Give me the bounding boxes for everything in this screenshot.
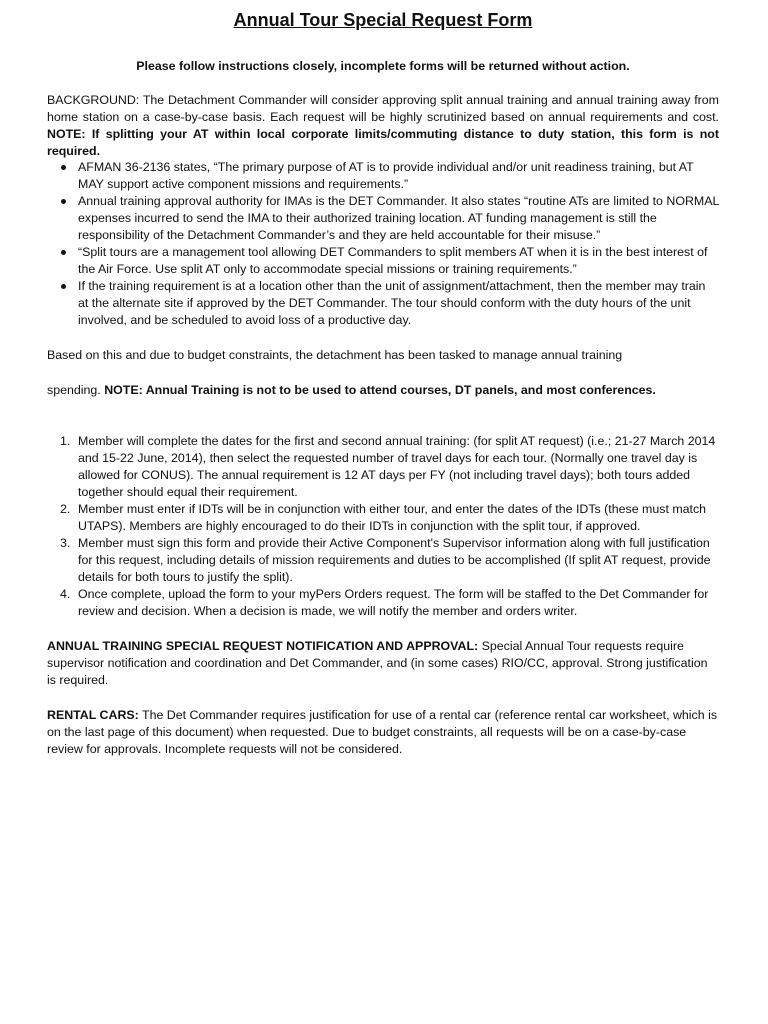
- bullet-item: “Split tours are a management tool allowing DET Commanders to split members AT when it is in the best interest of the Air Force. Use split AT only to accommodate special missions or training requirements.”: [47, 244, 719, 278]
- approval-heading: ANNUAL TRAINING SPECIAL REQUEST NOTIFICATION AND APPROVAL:: [47, 639, 479, 653]
- step-item: [47, 535, 719, 586]
- page-title: Annual Tour Special Request Form: [233, 10, 533, 30]
- budget-note: NOTE: Annual Training is not to be used to attend courses, DT panels, and most conferences.: [104, 383, 656, 397]
- background-paragraph: [47, 92, 719, 160]
- step-text: Member must sign this form and provide their Active Component's Supervisor information along with full justification for this request, including details of mission requirements and duties to be accomplished (If split AT request, provide details for both tours to justify the split).: [78, 536, 711, 584]
- step-item: [47, 433, 719, 501]
- background-text: BACKGROUND: The Detachment Commander will consider approving split annual training and annual training away from home station on a case-by-case basis. Each request will be highly scrutinized based on annual requirements and cost.: [47, 93, 719, 124]
- instructions-subtitle: Please follow instructions closely, incomplete forms will be returned without action.: [136, 59, 630, 73]
- step-number: 3.: [60, 536, 71, 550]
- step-text: Once complete, upload the form to your myPers Orders request. The form will be staffed to the Det Commander for review and decision. When a decision is made, we will notify the member and orders writer.: [78, 587, 709, 618]
- bullet-item: AFMAN 36-2136 states, “The primary purpose of AT is to provide individual and/or unit readiness training, but AT MAY support active component missions and requirements.”: [47, 159, 719, 193]
- background-bullet-list: [47, 159, 719, 329]
- step-number: 4.: [60, 587, 71, 601]
- approval-text: Special Annual Tour requests require supervisor notification and coordination and Det Commander, and (in some cases) RIO/CC, approval. Strong justification is required.: [47, 639, 708, 687]
- rental-cars-paragraph: [47, 707, 719, 758]
- background-note: NOTE: If splitting your AT within local corporate limits/commuting distance to duty station, this form is not required.: [47, 127, 719, 158]
- instruction-steps-list: [47, 433, 719, 620]
- step-item: [47, 586, 719, 620]
- budget-paragraph-line2: [47, 382, 719, 399]
- approval-paragraph: [47, 638, 719, 689]
- rental-text: The Det Commander requires justification for use of a rental car (reference rental car worksheet, which is on the last page of this document) when requested. Due to budget constraints, all requests will be on a case-by-case review for approvals. Incomplete requests will not be considered.: [47, 708, 718, 756]
- budget-line2-text: spending.: [47, 383, 105, 397]
- bullet-item: If the training requirement is at a location other than the unit of assignment/attachment, then the member may train at the alternate site if approved by the DET Commander. The tour should conform with the duty hours of the unit involved, and be scheduled to avoid loss of a productive day.: [47, 278, 719, 329]
- step-item: [47, 501, 719, 535]
- rental-heading: RENTAL CARS:: [47, 708, 139, 722]
- step-number: 2.: [60, 502, 71, 516]
- step-text: Member will complete the dates for the first and second annual training: (for split AT request) (i.e.; 21-27 March 2014 and 15-22 June, 2014), then select the requested number of travel days for each tour. (Normally one travel day is allowed for CONUS). The annual requirement is 12 AT days per FY (not including travel days); both tours added together should equal their requirement.: [78, 434, 716, 499]
- step-number: 1.: [60, 434, 71, 448]
- budget-paragraph-line1: Based on this and due to budget constraints, the detachment has been tasked to manage annual training: [47, 348, 623, 362]
- step-text: Member must enter if IDTs will be in conjunction with either tour, and enter the dates of the IDTs (these must match UTAPS). Members are highly encouraged to do their IDTs in conjunction with the split tour, if approved.: [78, 502, 707, 533]
- bullet-item: Annual training approval authority for IMAs is the DET Commander. It also states “routine ATs are limited to NORMAL expenses incurred to send the IMA to their authorized training location. AT funding management is still the responsibility of the Detachment Commander’s and they are held accountable for their misuse.”: [47, 193, 719, 244]
